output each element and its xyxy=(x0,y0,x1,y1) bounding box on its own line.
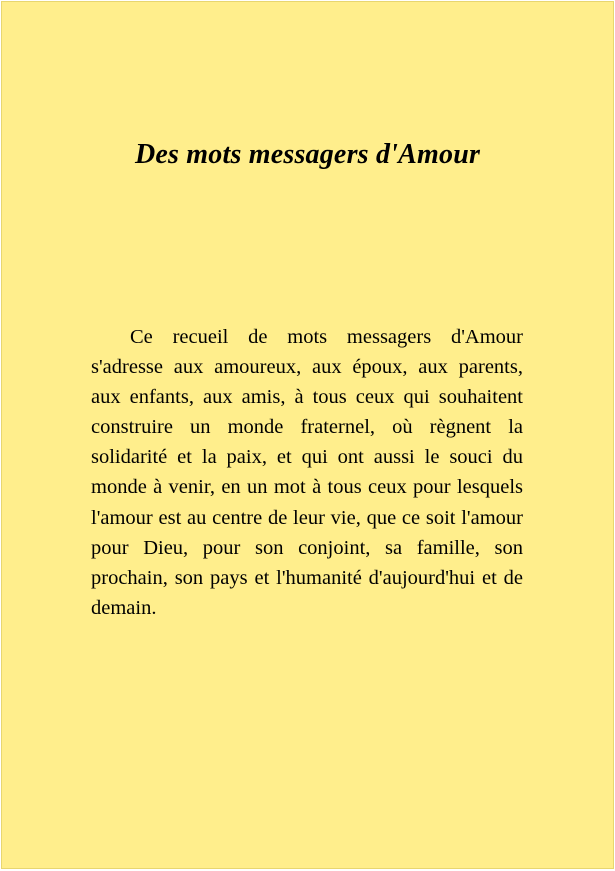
document-page xyxy=(1,1,614,869)
page-title: Des mots messagers d'Amour xyxy=(134,139,481,170)
intro-paragraph: Ce recueil de mots messagers d'Amour s'adresse aux amoureux, aux époux, aux parents, aux enfants, aux amis, à tous ceux qui souhaitent construire un monde fraternel, où règnent la solidarité et la paix, et qui ont aussi le souci du monde à venir, en un mot à tous ceux pour lesquels l'amour est au centre de leur vie, que ce soit l'amour pour Dieu, pour son conjoint, sa famille, son prochain, son pays et l'humanité d'aujourd'hui et de demain. xyxy=(91,326,523,619)
